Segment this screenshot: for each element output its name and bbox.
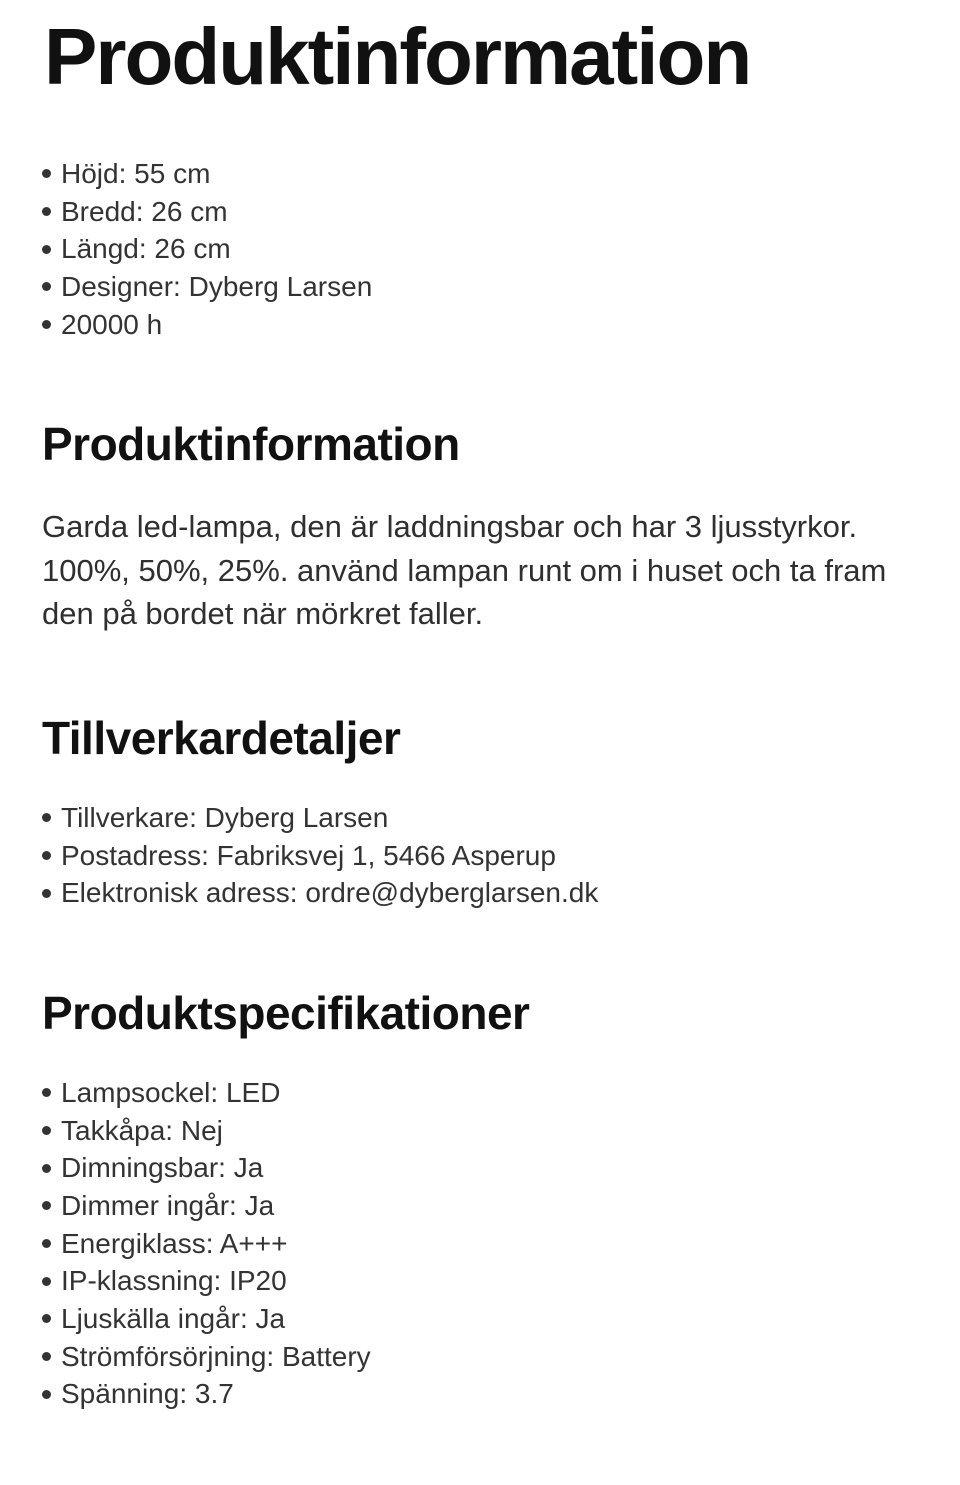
spec-ceiling-cup: Takkåpa: Nej: [61, 1114, 223, 1146]
bullet-icon: [42, 282, 51, 291]
list-item: [42, 1187, 371, 1225]
list-item: [42, 1112, 371, 1150]
spec-power-supply: Strömförsörjning: Battery: [61, 1340, 371, 1372]
list-item: [42, 155, 372, 193]
manufacturer-email: Elektronisk adress: ordre@dyberglarsen.dk: [61, 877, 599, 909]
bullet-icon: [42, 889, 51, 898]
bullet-icon: [42, 813, 51, 822]
product-info-heading: Produktinformation: [42, 418, 460, 470]
manufacturer-address: Postadress: Fabriksvej 1, 5466 Asperup: [61, 839, 556, 871]
bullet-icon: [42, 207, 51, 216]
dimension-length: Längd: 26 cm: [61, 233, 231, 265]
bullet-icon: [42, 169, 51, 178]
list-item: [42, 230, 372, 268]
list-item: [42, 1225, 371, 1263]
list-item: [42, 1074, 371, 1112]
spec-energy-class: Energiklass: A+++: [61, 1227, 288, 1259]
list-item: [42, 837, 598, 875]
dimension-height: Höjd: 55 cm: [61, 157, 211, 189]
list-item: [42, 1338, 371, 1376]
manufacturer-list: [42, 799, 598, 912]
bullet-icon: [42, 1126, 51, 1135]
manufacturer-name: Tillverkare: Dyberg Larsen: [61, 801, 389, 833]
specifications-list: [42, 1074, 371, 1413]
list-item: [42, 306, 372, 344]
bullet-icon: [42, 1201, 51, 1210]
dimensions-list: [42, 155, 372, 343]
bullet-icon: [42, 245, 51, 254]
list-item: [42, 1376, 371, 1414]
bullet-icon: [42, 1277, 51, 1286]
product-description: Garda led-lampa, den är laddningsbar och har 3 ljusstyrkor. 100%, 50%, 25%. använd lampan runt om i huset och ta fram den på bordet när mörkret faller.: [42, 509, 887, 631]
specifications-heading: Produktspecifikationer: [42, 987, 530, 1039]
bullet-icon: [42, 320, 51, 329]
list-item: [42, 1149, 371, 1187]
page-title: Produktinformation: [44, 12, 751, 101]
list-item: [42, 1262, 371, 1300]
spec-light-source-included: Ljuskälla ingår: Ja: [61, 1302, 286, 1334]
bullet-icon: [42, 1239, 51, 1248]
dimension-width: Bredd: 26 cm: [61, 195, 228, 227]
bullet-icon: [42, 1352, 51, 1361]
list-item: [42, 799, 598, 837]
bullet-icon: [42, 1088, 51, 1097]
list-item: [42, 874, 598, 912]
list-item: [42, 193, 372, 231]
spec-lamp-socket: Lampsockel: LED: [61, 1076, 281, 1108]
lifetime-hours: 20000 h: [61, 308, 163, 340]
bullet-icon: [42, 1164, 51, 1173]
designer: Designer: Dyberg Larsen: [61, 270, 373, 302]
bullet-icon: [42, 1314, 51, 1323]
spec-dimmable: Dimningsbar: Ja: [61, 1152, 264, 1184]
spec-ip-rating: IP-klassning: IP20: [61, 1265, 287, 1297]
list-item: [42, 268, 372, 306]
list-item: [42, 1300, 371, 1338]
bullet-icon: [42, 851, 51, 860]
bullet-icon: [42, 1390, 51, 1399]
spec-dimmer-included: Dimmer ingår: Ja: [61, 1189, 275, 1221]
manufacturer-heading: Tillverkardetaljer: [42, 712, 401, 764]
spec-voltage: Spänning: 3.7: [61, 1378, 234, 1410]
